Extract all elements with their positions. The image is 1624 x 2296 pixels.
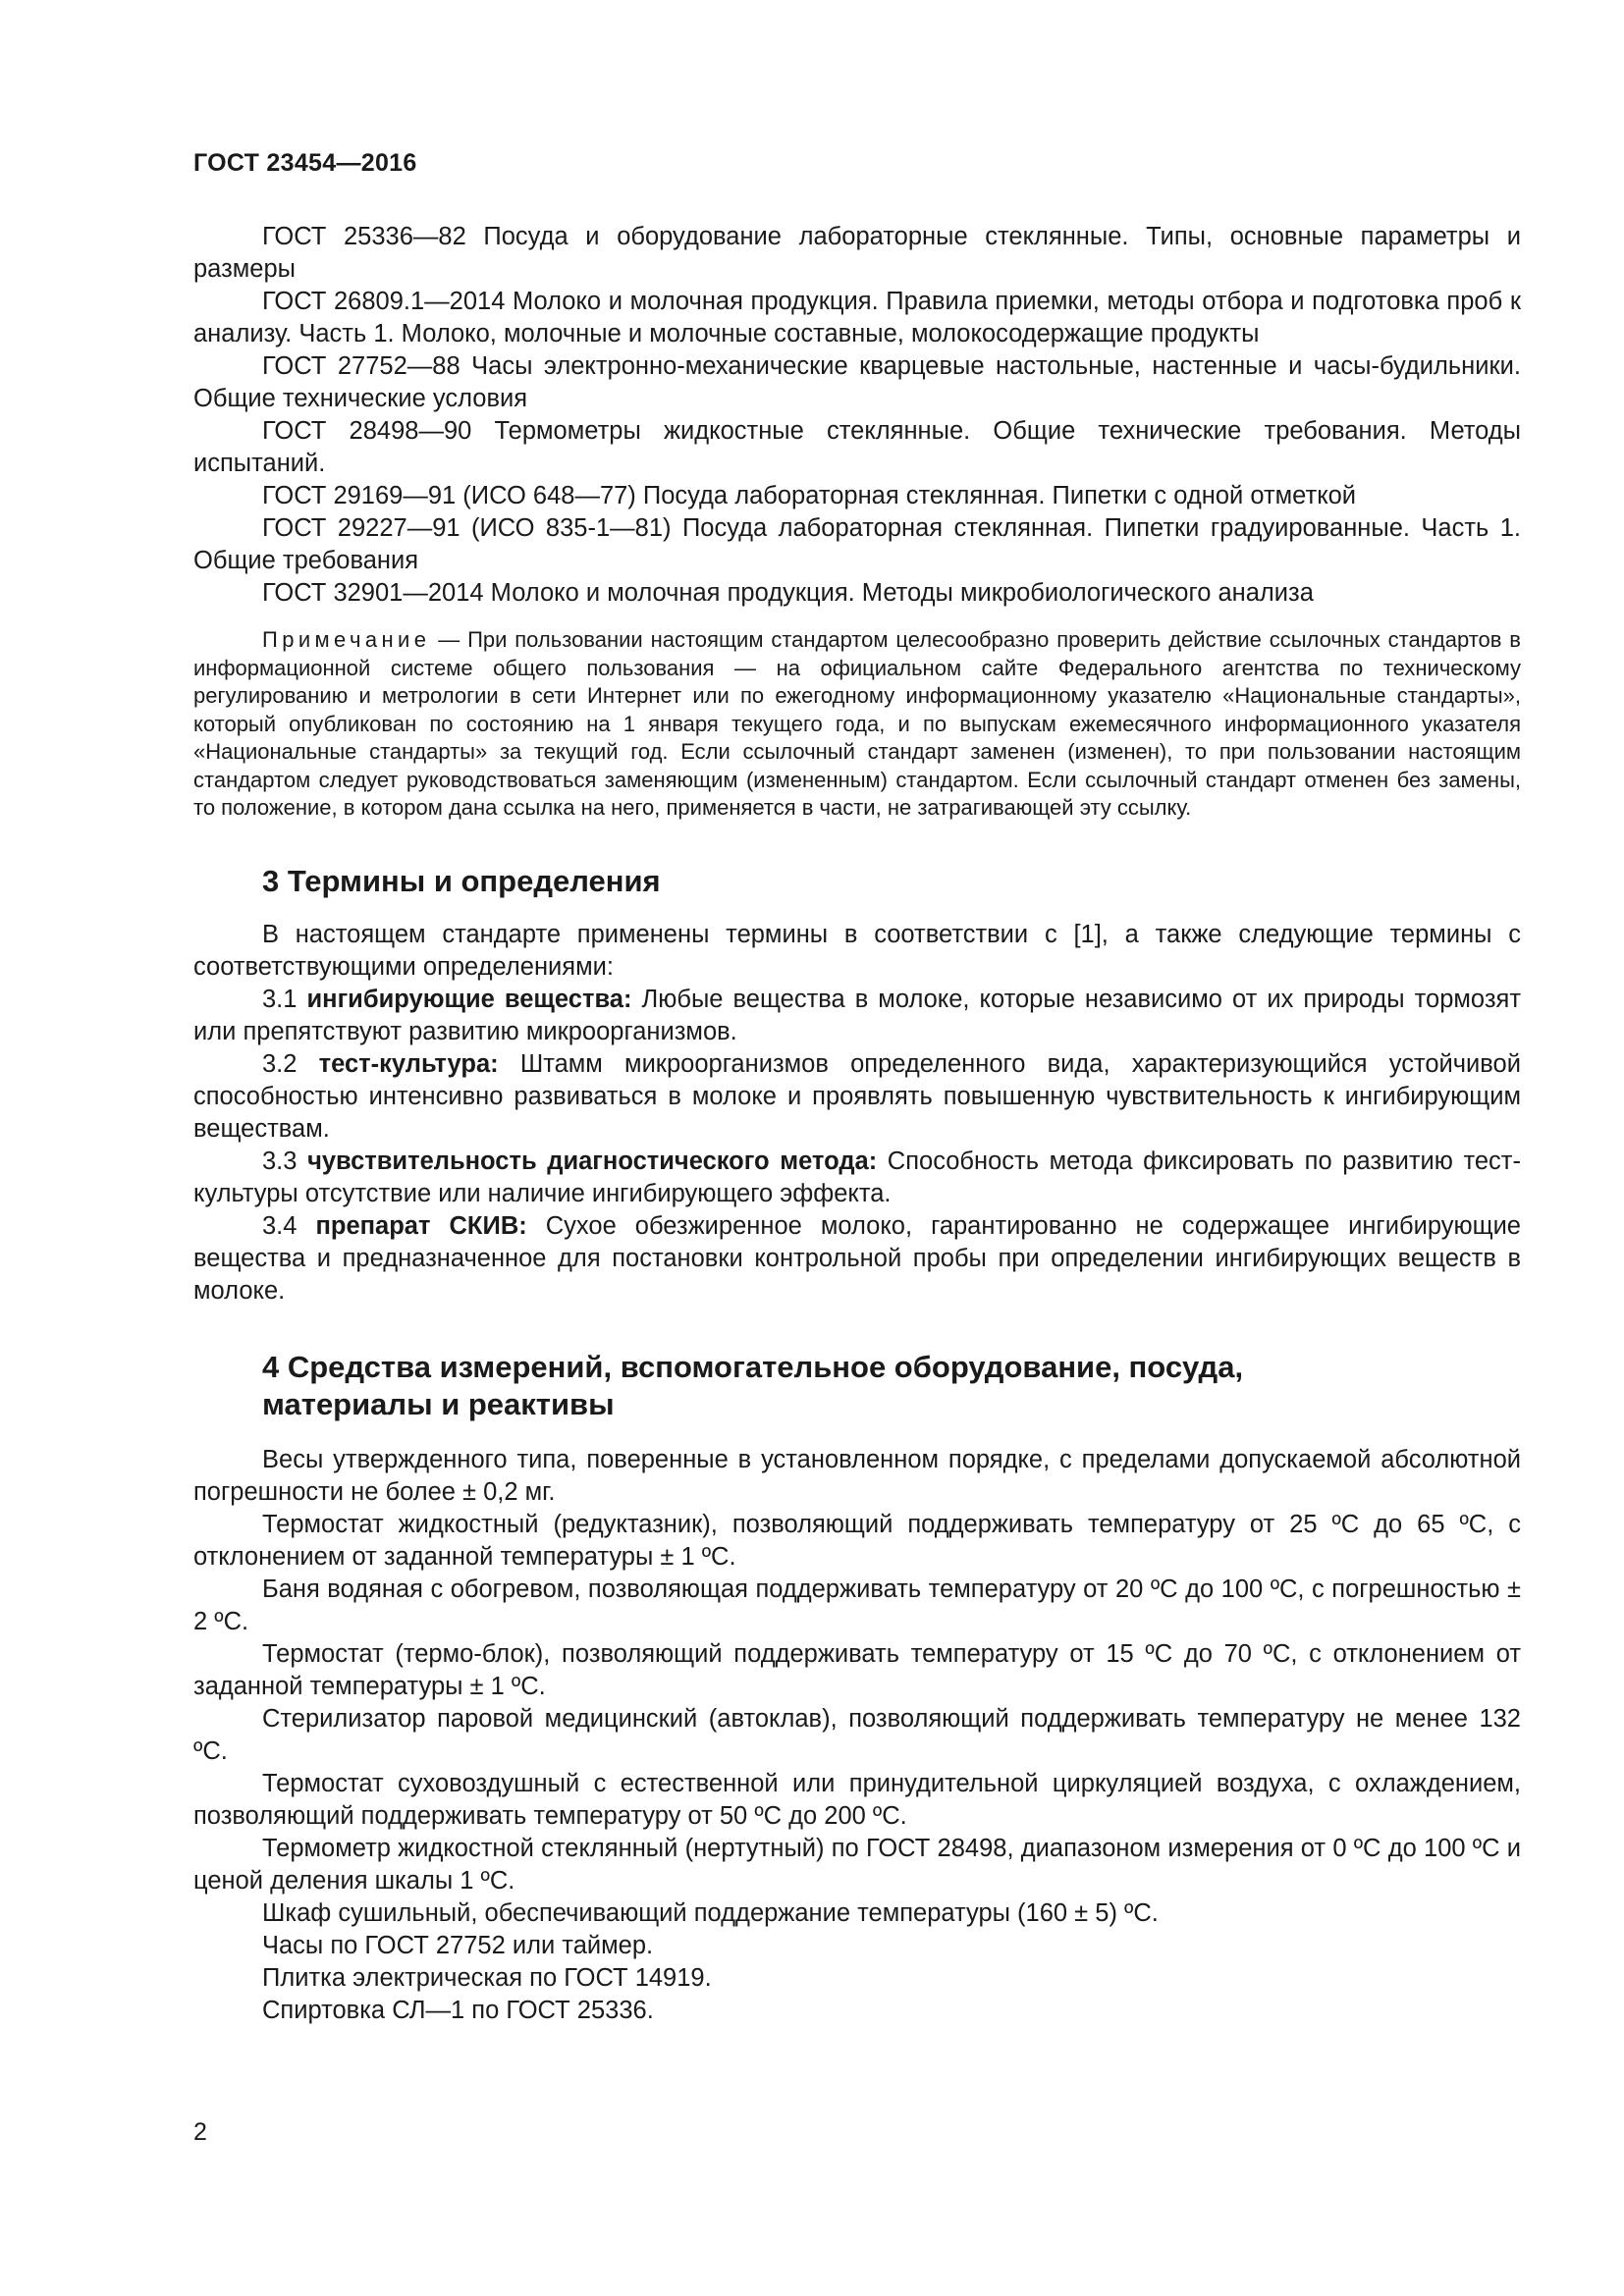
term-text: Способность метода фиксировать по развитию тест-культуры отсутствие или наличие ингибирующего эффекта.: [193, 1147, 1521, 1207]
document-id-header: ГОСТ 23454—2016: [193, 149, 417, 177]
reference-item: ГОСТ 27752—88 Часы электронно-механические кварцевые настольные, настенные и часы-будильники. Общие технические условия: [193, 352, 1521, 412]
term-text: Сухое обезжиренное молоко, гарантированно не содержащее ингибирующие вещества и предназначенное для постановки контрольной пробы при определении ингибирующих веществ в молоке.: [193, 1211, 1521, 1305]
equipment-item: Весы утвержденного типа, поверенные в установленном порядке, с пределами допускаемой абсолютной погрешности не более ± 0,2 мг.: [193, 1445, 1521, 1506]
reference-item: ГОСТ 25336—82 Посуда и оборудование лабораторные стеклянные. Типы, основные параметры и размеры: [193, 223, 1521, 283]
equipment-item: Термостат жидкостный (редуктазник), позволяющий поддерживать температуру от 25 ºС до 65 ºС, с отклонением от заданной температуры ± 1 ºС.: [193, 1510, 1521, 1571]
equipment-list: [193, 1444, 1521, 2027]
term-definition: [193, 1048, 1521, 1146]
section-4-heading: [193, 1349, 1521, 1423]
term-text: Штамм микроорганизмов определенного вида, характеризующийся устойчивой способностью интенсивно развиваться в молоке и проявлять повышенную чувствительность к ингибирующим веществам.: [193, 1049, 1521, 1143]
page-content: [193, 221, 1521, 2027]
reference-item: ГОСТ 29169—91 (ИСО 648—77) Посуда лабораторная стеклянная. Пипетки с одной отметкой: [262, 482, 1357, 509]
equipment-item: Термостат суховоздушный с естественной или принудительной циркуляцией воздуха, с охлаждением, позволяющий поддерживать температуру от 50 ºС до 200 ºС.: [193, 1769, 1521, 1830]
term-definition: [193, 1146, 1521, 1210]
equipment-item: Стерилизатор паровой медицинский (автоклав), позволяющий поддерживать температуру не менее 132 ºС.: [193, 1704, 1521, 1765]
equipment-item: Баня водяная с обогревом, позволяющая поддерживать температуру от 20 ºС до 100 ºС, с погрешностью ± 2 ºС.: [193, 1575, 1521, 1635]
note-label: Примечание: [262, 627, 431, 652]
section-4-heading-line2: материалы и реактивы: [262, 1386, 615, 1421]
reference-item: ГОСТ 26809.1—2014 Молоко и молочная продукция. Правила приемки, методы отбора и подготовка проб к анализу. Часть 1. Молоко, молочные и молочные составные, молокосодержащие продукты: [193, 288, 1521, 347]
page-number: 2: [193, 2118, 207, 2146]
term-definition: [193, 984, 1521, 1048]
term-name: препарат СКИВ:: [315, 1211, 527, 1240]
equipment-item: Часы по ГОСТ 27752 или таймер.: [262, 1931, 654, 1959]
section-3-heading: 3 Термины и определения: [262, 863, 661, 898]
term-number: 3.3: [262, 1147, 308, 1175]
references-list: [193, 221, 1521, 610]
term-text: Любые вещества в молоке, которые независимо от их природы тормозят или препятствуют развитию микроорганизмов.: [193, 985, 1521, 1045]
term-name: ингибирующие вещества:: [306, 985, 632, 1013]
equipment-item: Термометр жидкостной стеклянный (нертутный) по ГОСТ 28498, диапазоном измерения от 0 ºС до 100 ºС и ценой деления шкалы 1 ºС.: [193, 1834, 1521, 1895]
term-name: чувствительность диагностического метода:: [307, 1147, 878, 1175]
reference-item: ГОСТ 28498—90 Термометры жидкостные стеклянные. Общие технические требования. Методы испытаний.: [193, 417, 1521, 477]
term-number: 3.4: [262, 1211, 316, 1240]
reference-item: ГОСТ 32901—2014 Молоко и молочная продукция. Методы микробиологического анализа: [262, 579, 1314, 607]
section-3-intro: В настоящем стандарте применены термины в соответствии с [1], а также следующие термины с соответствующими определениями:: [193, 920, 1521, 981]
term-number: 3.1: [262, 985, 307, 1013]
section-4-heading-line1: 4 Средства измерений, вспомогательное оборудование, посуда,: [262, 1349, 1244, 1384]
term-definition: [193, 1210, 1521, 1308]
reference-item: ГОСТ 29227—91 (ИСО 835-1—81) Посуда лабораторная стеклянная. Пипетки градуированные. Часть 1. Общие требования: [193, 514, 1521, 574]
equipment-item: Шкаф сушильный, обеспечивающий поддержание температуры (160 ± 5) ºС.: [262, 1898, 1159, 1927]
note-text: — При пользовании настоящим стандартом целесообразно проверить действие ссылочных стандартов в информационной системе общего пользования — на официальном сайте Федерального агентства по техническому регулированию и метрологии в сети Интернет или по ежегодному информационному указателю «Национальные стандарты», который опубликован по состоянию на 1 января текущего года, и по выпускам ежемесячного информационного указателя «Национальные стандарты» за текущий год. Если ссылочный стандарт заменен (изменен), то при пользовании настоящим стандартом следует руководствоваться заменяющим (измененным) стандартом. Если ссылочный стандарт отменен без замены, то положение, в котором дана ссылка на него, применяется в части, не затрагивающей эту ссылку.: [193, 627, 1521, 820]
term-name: тест-культура:: [318, 1049, 499, 1078]
equipment-item: Плитка электрическая по ГОСТ 14919.: [262, 1963, 712, 1992]
equipment-item: Термостат (термо-блок), позволяющий поддерживать температуру от 15 ºС до 70 ºС, с отклонением от заданной температуры ± 1 ºС.: [193, 1639, 1521, 1700]
equipment-item: Спиртовка СЛ—1 по ГОСТ 25336.: [262, 1996, 654, 2024]
term-number: 3.2: [262, 1049, 319, 1078]
reference-note: [193, 626, 1521, 823]
